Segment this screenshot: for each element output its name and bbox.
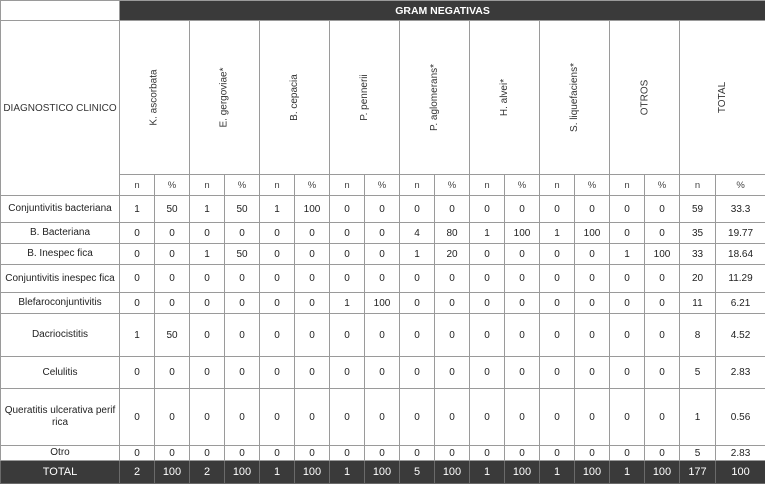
table-cell: 0 [225, 293, 260, 314]
table-cell: 0 [330, 265, 365, 293]
total-cell: 1 [470, 461, 505, 484]
table-cell: 0 [330, 314, 365, 357]
table-cell: 0 [225, 357, 260, 389]
subheader-n: n [330, 175, 365, 196]
col-header-label: P. pennerii [359, 74, 370, 121]
table-cell: 0 [470, 357, 505, 389]
total-row [1, 461, 765, 484]
total-cell: 100 [716, 461, 765, 484]
table-cell: 0 [365, 357, 400, 389]
total-cell: 100 [645, 461, 680, 484]
table-cell: 0 [120, 446, 155, 461]
table-cell: 100 [365, 293, 400, 314]
total-cell: 100 [505, 461, 540, 484]
table-cell: 0 [575, 389, 610, 446]
total-label: TOTAL [1, 461, 120, 484]
table-row [1, 196, 765, 223]
table-cell: 1 [190, 244, 225, 265]
table-cell: 0 [610, 314, 645, 357]
table-cell: 0 [400, 446, 435, 461]
table-cell: 0 [260, 265, 295, 293]
table-cell: 0 [610, 265, 645, 293]
subheader-pct: % [505, 175, 540, 196]
col-header-label: B. cepacia [288, 74, 300, 121]
total-cell: 2 [190, 461, 225, 484]
table-row [1, 357, 765, 389]
table-cell: 0 [330, 446, 365, 461]
subheader-pct: % [435, 175, 470, 196]
table-cell: 0 [470, 244, 505, 265]
table-cell: 0 [295, 293, 330, 314]
table-cell: 0 [400, 293, 435, 314]
band-blank-cell [1, 1, 120, 21]
table-cell: 2.83 [716, 446, 765, 461]
table-cell: 59 [680, 196, 716, 223]
table-cell: 0 [120, 244, 155, 265]
table-cell: 0 [505, 314, 540, 357]
total-cell: 1 [610, 461, 645, 484]
table-cell: 0 [400, 389, 435, 446]
table-cell: 50 [155, 314, 190, 357]
total-cell: 100 [225, 461, 260, 484]
table-cell: 0 [155, 293, 190, 314]
table-cell: 0 [470, 196, 505, 223]
row-label: Celulitis [1, 357, 120, 389]
table-cell: 18.64 [716, 244, 765, 265]
table-cell: 0 [190, 223, 225, 244]
table-cell: 4 [400, 223, 435, 244]
table-cell: 100 [645, 244, 680, 265]
table-cell: 0 [400, 196, 435, 223]
table-cell: 1 [260, 196, 295, 223]
subheader-pct: % [225, 175, 260, 196]
subheader-pct: % [365, 175, 400, 196]
table-cell: 1 [680, 389, 716, 446]
subheader-n: n [610, 175, 645, 196]
table-cell: 0 [120, 293, 155, 314]
table-cell: 0 [365, 265, 400, 293]
table-cell: 0 [540, 196, 575, 223]
table-cell: 0 [365, 196, 400, 223]
total-cell: 100 [435, 461, 470, 484]
table-cell: 0 [435, 265, 470, 293]
table-cell: 0 [190, 389, 225, 446]
table-row [1, 314, 765, 357]
row-label: Otro [1, 446, 120, 461]
table-cell: 0 [225, 446, 260, 461]
table-cell: 0 [505, 196, 540, 223]
table-cell: 0 [540, 389, 575, 446]
table-cell: 0 [645, 293, 680, 314]
table-cell: 0 [505, 389, 540, 446]
table-cell: 0 [260, 446, 295, 461]
col-header-label: E. gergoviae* [218, 67, 230, 128]
row-label: Dacriocistitis [1, 314, 120, 357]
table-cell: 0 [190, 446, 225, 461]
band-row [1, 1, 765, 21]
diagnosis-header: DIAGNOSTICO CLINICO [1, 21, 120, 196]
table-cell: 0 [435, 314, 470, 357]
table-cell: 11.29 [716, 265, 765, 293]
table-cell: 0 [470, 314, 505, 357]
table-cell: 80 [435, 223, 470, 244]
total-cell: 5 [400, 461, 435, 484]
subheader-n: n [190, 175, 225, 196]
table-cell: 1 [610, 244, 645, 265]
table-row [1, 446, 765, 461]
table-cell: 0 [295, 223, 330, 244]
table-cell: 0 [295, 357, 330, 389]
table-cell: 0 [365, 244, 400, 265]
table-cell: 0 [330, 357, 365, 389]
total-cell: 100 [155, 461, 190, 484]
total-cell: 1 [540, 461, 575, 484]
table-cell: 0 [260, 314, 295, 357]
table-cell: 0 [190, 357, 225, 389]
subheader-pct: % [575, 175, 610, 196]
subheader-n: n [400, 175, 435, 196]
table-cell: 20 [435, 244, 470, 265]
table-cell: 5 [680, 357, 716, 389]
table-cell: 0 [155, 244, 190, 265]
col-header-otros [610, 21, 680, 175]
table-cell: 0 [330, 223, 365, 244]
table-cell: 0 [435, 357, 470, 389]
table-cell: 0 [610, 446, 645, 461]
subheader-n: n [470, 175, 505, 196]
table-cell: 0 [365, 446, 400, 461]
row-label: Queratitis ulcerativa perif rica [1, 389, 120, 446]
table-cell: 6.21 [716, 293, 765, 314]
table-cell: 0 [575, 314, 610, 357]
table-cell: 50 [225, 244, 260, 265]
subheader-n: n [120, 175, 155, 196]
table-row [1, 244, 765, 265]
table-cell: 0 [505, 244, 540, 265]
table-cell: 0 [365, 314, 400, 357]
table-cell: 0 [610, 389, 645, 446]
table-cell: 0 [575, 446, 610, 461]
table-cell: 0 [190, 293, 225, 314]
table-cell: 0 [575, 196, 610, 223]
table-cell: 0 [330, 389, 365, 446]
table-cell: 100 [575, 223, 610, 244]
table-row [1, 223, 765, 244]
table-cell: 0 [470, 446, 505, 461]
table-cell: 0 [575, 244, 610, 265]
subheader-pct: % [295, 175, 330, 196]
table-cell: 0 [505, 357, 540, 389]
table-cell: 20 [680, 265, 716, 293]
subheader-n: n [260, 175, 295, 196]
table-cell: 0 [225, 314, 260, 357]
total-cell: 1 [330, 461, 365, 484]
table-cell: 50 [155, 196, 190, 223]
table-cell: 0 [295, 389, 330, 446]
band-title: GRAM NEGATIVAS [120, 1, 765, 21]
total-cell: 100 [365, 461, 400, 484]
table-row [1, 293, 765, 314]
table-cell: 0 [540, 265, 575, 293]
table-cell: 0 [295, 244, 330, 265]
table-cell: 0 [470, 389, 505, 446]
table-cell: 0 [190, 265, 225, 293]
table-cell: 0 [610, 196, 645, 223]
table-cell: 0 [645, 389, 680, 446]
col-header-e-gergoviae [190, 21, 260, 175]
table-cell: 0 [400, 314, 435, 357]
table-cell: 0 [120, 389, 155, 446]
col-header-h-alvei [470, 21, 540, 175]
row-label: B. Bacteriana [1, 223, 120, 244]
table-cell: 2.83 [716, 357, 765, 389]
subheader-n: n [540, 175, 575, 196]
table-cell: 1 [330, 293, 365, 314]
col-header-label: OTROS [639, 79, 650, 116]
table-cell: 0 [155, 446, 190, 461]
table-cell: 0 [260, 223, 295, 244]
table-cell: 100 [505, 223, 540, 244]
col-header-b-cepacia [260, 21, 330, 175]
table-cell: 0 [575, 357, 610, 389]
table-cell: 0 [645, 446, 680, 461]
col-header-k-ascorbata [120, 21, 190, 175]
table-cell: 0 [330, 244, 365, 265]
table-cell: 0 [120, 223, 155, 244]
table-cell: 0 [575, 265, 610, 293]
table-cell: 1 [540, 223, 575, 244]
row-label: B. Inespec fica [1, 244, 120, 265]
col-header-label: H. alvei* [499, 78, 510, 117]
table-cell: 0 [435, 196, 470, 223]
subheader-pct: % [645, 175, 680, 196]
total-cell: 100 [575, 461, 610, 484]
col-header-label: S. liquefaciens* [569, 63, 580, 132]
table-cell: 0 [540, 314, 575, 357]
table-cell: 0 [505, 293, 540, 314]
total-cell: 2 [120, 461, 155, 484]
table-cell: 0 [610, 223, 645, 244]
table-cell: 33 [680, 244, 716, 265]
table-cell: 0 [435, 293, 470, 314]
table-cell: 0 [610, 357, 645, 389]
table-body [1, 196, 765, 484]
table-cell: 0 [365, 389, 400, 446]
table-cell: 35 [680, 223, 716, 244]
table-cell: 4.52 [716, 314, 765, 357]
table-cell: 0 [155, 357, 190, 389]
table-cell: 0 [435, 446, 470, 461]
table-cell: 8 [680, 314, 716, 357]
table-cell: 11 [680, 293, 716, 314]
table-cell: 0.56 [716, 389, 765, 446]
table-row [1, 265, 765, 293]
table-cell: 100 [295, 196, 330, 223]
table-cell: 0 [645, 196, 680, 223]
table-cell: 0 [645, 357, 680, 389]
col-header-label: TOTAL [717, 81, 729, 114]
table-cell: 0 [505, 446, 540, 461]
table-cell: 0 [645, 314, 680, 357]
col-header-p-pennerii [330, 21, 400, 175]
total-cell: 177 [680, 461, 716, 484]
row-label: Conjuntivitis bacteriana [1, 196, 120, 223]
table-cell: 0 [645, 223, 680, 244]
table-cell: 0 [330, 196, 365, 223]
subheader-pct: % [155, 175, 190, 196]
table-cell: 0 [435, 389, 470, 446]
table-cell: 0 [225, 389, 260, 446]
table-cell: 1 [120, 314, 155, 357]
total-cell: 1 [260, 461, 295, 484]
table-cell: 0 [400, 357, 435, 389]
col-header-p-aglomerans [400, 21, 470, 175]
header-row [1, 21, 765, 175]
row-label: Blefaroconjuntivitis [1, 293, 120, 314]
table-cell: 0 [260, 357, 295, 389]
table-cell: 0 [540, 293, 575, 314]
table-cell: 0 [540, 357, 575, 389]
col-header-s-liquefaciens [540, 21, 610, 175]
table-cell: 1 [190, 196, 225, 223]
table-cell: 0 [225, 265, 260, 293]
table-cell: 0 [470, 265, 505, 293]
table-cell: 0 [645, 265, 680, 293]
table-cell: 0 [295, 314, 330, 357]
col-header-label: K. ascorbata [149, 69, 160, 126]
table-cell: 5 [680, 446, 716, 461]
table-cell: 0 [155, 265, 190, 293]
table-cell: 0 [260, 293, 295, 314]
table-cell: 0 [120, 265, 155, 293]
total-cell: 100 [295, 461, 330, 484]
table-cell: 0 [610, 293, 645, 314]
table-cell: 0 [155, 389, 190, 446]
table-cell: 1 [470, 223, 505, 244]
table-cell: 1 [120, 196, 155, 223]
table-cell: 0 [365, 223, 400, 244]
table-cell: 1 [400, 244, 435, 265]
table-cell: 0 [575, 293, 610, 314]
table-cell: 0 [400, 265, 435, 293]
table-cell: 0 [155, 223, 190, 244]
row-label: Conjuntivitis inespec fica [1, 265, 120, 293]
table-row [1, 389, 765, 446]
table-cell: 19.77 [716, 223, 765, 244]
table-cell: 0 [295, 265, 330, 293]
subheader-pct: % [716, 175, 765, 196]
table-cell: 0 [540, 244, 575, 265]
table-cell: 0 [190, 314, 225, 357]
table-cell: 33.3 [716, 196, 765, 223]
table-cell: 0 [225, 223, 260, 244]
table-cell: 0 [260, 389, 295, 446]
table-cell: 0 [260, 244, 295, 265]
table-cell: 50 [225, 196, 260, 223]
table-cell: 0 [540, 446, 575, 461]
col-header-label: P. aglomerans* [429, 63, 440, 132]
table-cell: 0 [505, 265, 540, 293]
col-header-total [680, 21, 765, 175]
table-cell: 0 [120, 357, 155, 389]
subheader-n: n [680, 175, 716, 196]
table-cell: 0 [295, 446, 330, 461]
table-cell: 0 [470, 293, 505, 314]
